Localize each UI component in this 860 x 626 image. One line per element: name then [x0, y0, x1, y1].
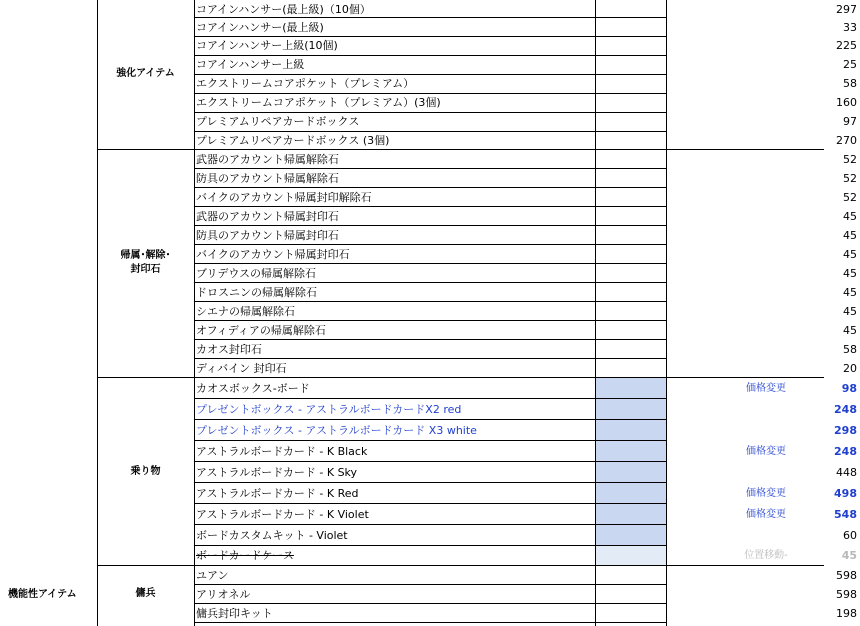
item-price: 45	[843, 267, 857, 280]
item-name: コアインハンサー(最上級)（10個）	[196, 3, 371, 16]
item-price: 52	[843, 191, 857, 204]
table-row	[195, 283, 857, 302]
table-row	[195, 378, 857, 399]
item-name: ディバイン 封印石	[196, 362, 287, 375]
item-price: 498	[834, 487, 857, 500]
item-name: 武器のアカウント帰属封印石	[196, 210, 339, 223]
item-price: 45	[843, 305, 857, 318]
item-price: 52	[843, 172, 857, 185]
table-row	[195, 604, 857, 623]
item-price: 25	[843, 58, 857, 71]
item-price: 97	[843, 115, 857, 128]
item-name: オフィディアの帰属解除石	[196, 324, 326, 337]
table-row	[195, 441, 857, 462]
item-price: 98	[841, 382, 857, 395]
item-name: コアインハンサー上級(10個)	[196, 39, 338, 52]
item-price: 598	[836, 588, 857, 601]
item-name: アリオネル	[196, 588, 251, 601]
item-name: バイクのアカウント帰属封印石	[196, 248, 350, 261]
table-row	[195, 585, 857, 604]
item-name: カオスボックス-ボード	[196, 382, 310, 395]
item-price: 198	[836, 607, 857, 620]
item-name: アストラルボードカード - K Sky	[196, 466, 358, 479]
grid-line-left	[97, 0, 98, 626]
price-change-note: 価格変更	[746, 383, 786, 394]
table-row	[195, 359, 857, 378]
item-price: 58	[843, 77, 857, 90]
table-row	[195, 504, 857, 525]
table-row	[195, 399, 857, 420]
item-name: 防具のアカウント帰属解除石	[196, 172, 339, 185]
category-main: 機能性アイテム	[8, 589, 77, 600]
item-price: 548	[834, 508, 857, 521]
table-row	[195, 226, 857, 245]
category-merc: 傭兵	[135, 588, 156, 599]
item-name: アストラルボードカード - K Red	[196, 487, 359, 500]
item-price: 598	[836, 569, 857, 582]
table-row	[195, 420, 857, 441]
item-name: ボードカードケース	[196, 549, 294, 562]
item-name: プレゼントボックス - アストラルボードカード X3 white	[196, 424, 477, 437]
item-price: 45	[843, 229, 857, 242]
item-name: アストラルボードカード - K Violet	[196, 508, 369, 521]
item-price: 45	[843, 324, 857, 337]
table-row	[195, 462, 857, 483]
item-price: 45	[841, 549, 857, 562]
item-price: 270	[836, 134, 857, 147]
table-row	[195, 245, 857, 264]
category-vehicle: 乗り物	[130, 466, 161, 477]
item-price: 58	[843, 343, 857, 356]
item-price: 52	[843, 153, 857, 166]
item-price: 20	[843, 362, 857, 375]
table-row	[195, 0, 857, 19]
table-row	[195, 36, 857, 55]
item-name: エクストリームコアポケット（プレミアム）(3個)	[196, 96, 441, 109]
item-price: 297	[836, 3, 857, 16]
table-row	[195, 525, 857, 546]
table-row	[195, 566, 857, 585]
item-price: 45	[843, 248, 857, 261]
price-change-note: 価格変更	[746, 509, 786, 520]
item-name: シエナの帰属解除石	[196, 305, 295, 318]
item-name: ドロスニンの帰属解除石	[196, 286, 317, 299]
price-change-note: 価格変更	[746, 488, 786, 499]
item-price: 45	[843, 286, 857, 299]
category-bind-line1: 帰属･解除･	[120, 250, 171, 261]
item-name: ブリデウスの帰属解除石	[196, 267, 317, 280]
item-price: 45	[843, 210, 857, 223]
item-name: 傭兵封印キット	[196, 607, 273, 620]
table-row	[195, 55, 857, 74]
item-name: 武器のアカウント帰属解除石	[196, 153, 339, 166]
item-price: 160	[836, 96, 857, 109]
item-name: プレゼントボックス - アストラルボードカードX2 red	[196, 403, 462, 416]
item-price: 33	[843, 21, 857, 34]
item-name: カオス封印石	[196, 343, 262, 356]
item-name: アストラルボードカード - K Black	[196, 445, 368, 458]
table-row	[195, 18, 857, 37]
item-price: 448	[836, 466, 857, 479]
table-row	[195, 74, 857, 93]
table-row	[195, 340, 857, 359]
category-bind-line2: 封印石	[130, 264, 161, 275]
table-row	[195, 321, 857, 340]
item-price: 60	[843, 529, 857, 542]
table-row	[195, 302, 857, 321]
item-name: プレミアムリペアカードボックス (3個)	[196, 134, 390, 147]
category-reinforce: 強化アイテム	[116, 68, 175, 79]
table-row	[195, 169, 857, 188]
table-row	[195, 112, 857, 131]
item-name: バイクのアカウント帰属封印解除石	[196, 191, 372, 204]
item-name: ユアン	[196, 569, 229, 582]
item-name: プレミアムリペアカードボックス	[196, 115, 360, 128]
item-price: 248	[834, 445, 857, 458]
table-row	[195, 207, 857, 226]
item-price: 248	[834, 403, 857, 416]
item-name: 防具のアカウント帰属封印石	[196, 229, 339, 242]
table-row	[195, 93, 857, 112]
item-name: コアインハンサー上級	[196, 58, 305, 71]
table-row	[195, 483, 857, 504]
table-row	[195, 150, 857, 169]
table-row	[195, 264, 857, 283]
table-row	[195, 188, 857, 207]
item-name: コアインハンサー(最上級)	[196, 21, 324, 34]
table-row	[195, 131, 857, 150]
price-change-note: 価格変更	[746, 446, 786, 457]
item-price: 298	[834, 424, 857, 437]
table-row	[195, 546, 857, 565]
item-price: 225	[836, 39, 857, 52]
position-move-note: 位置移動-	[744, 550, 788, 561]
item-name: エクストリームコアポケット（プレミアム）	[196, 77, 415, 90]
item-name: ボードカスタムキット - Violet	[196, 529, 348, 542]
